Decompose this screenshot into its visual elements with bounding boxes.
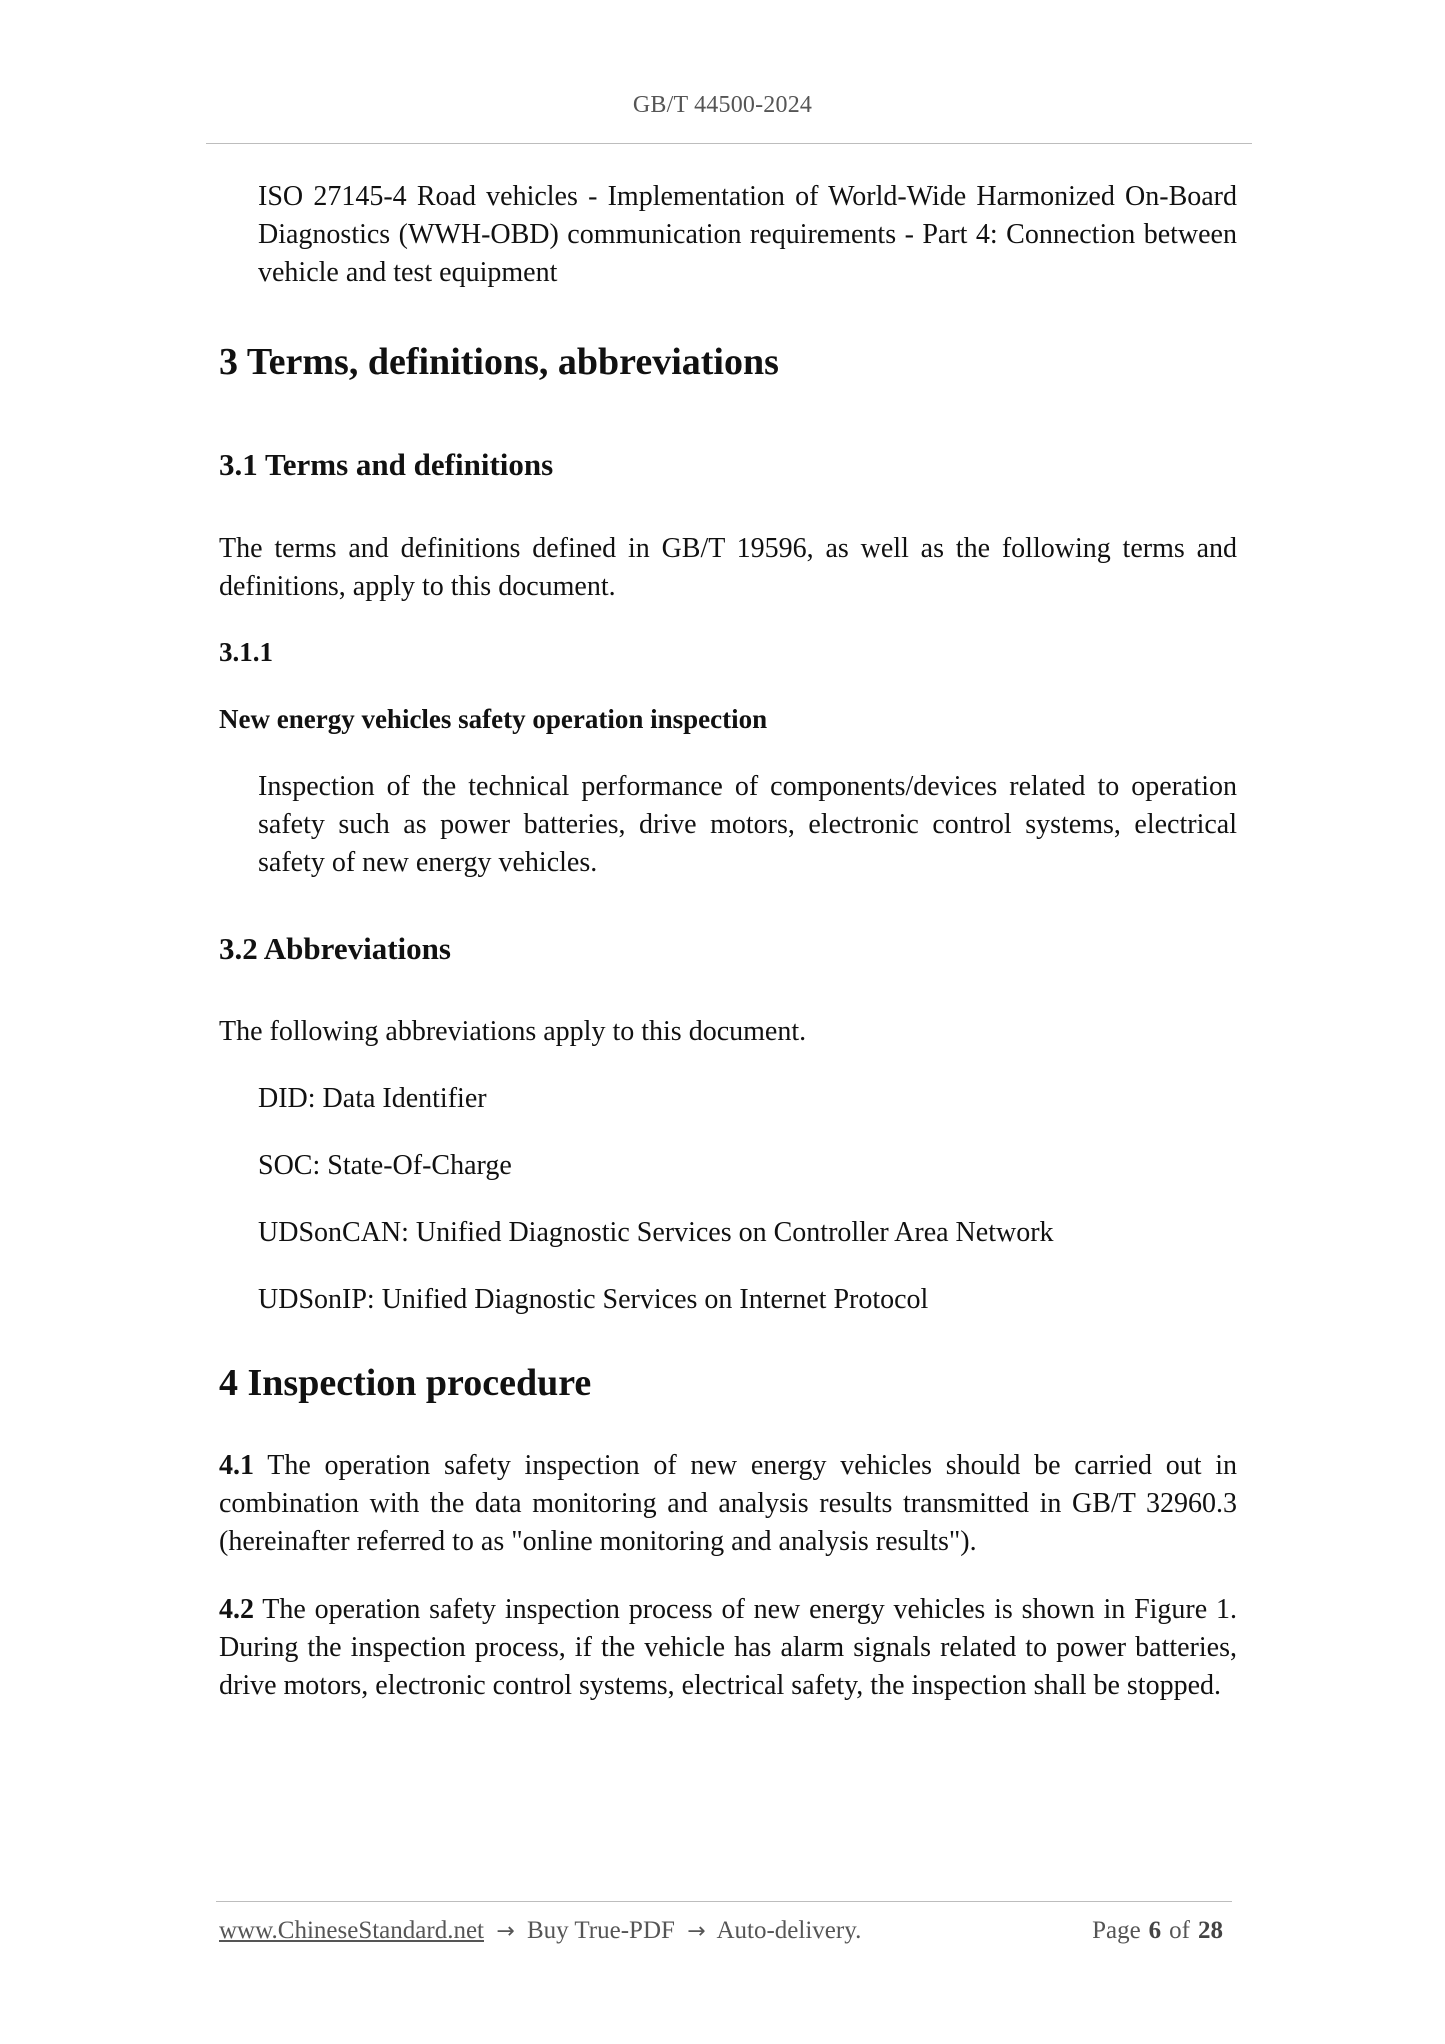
clause-3-1-1-definition: Inspection of the technical performance of components/devices related to operation safety such as power batteries, drive motors, electronic control systems, electrical safety of new energy vehicles. (258, 771, 1237, 878)
paragraph-4-1 (219, 1447, 1237, 1561)
paragraph-4-1-text: The operation safety inspection of new energy vehicles should be carried out in combination with the data monitoring and analysis results transmitted in GB/T 32960.3 (hereinafter referred to as "online monitoring and analysis results"). (219, 1450, 1237, 1557)
abbreviation-item: SOC: State-Of-Charge (258, 1150, 512, 1181)
arrow-right-icon: → (687, 1919, 706, 1944)
page-of-label: of (1169, 1917, 1190, 1944)
clause-3-1-1-number: 3.1.1 (219, 637, 273, 667)
arrow-right-icon: → (496, 1919, 515, 1944)
page-content (219, 178, 1237, 1705)
footer-divider (216, 1901, 1232, 1902)
section-3-2-intro: The following abbreviations apply to this document. (219, 1016, 807, 1047)
page-total: 28 (1198, 1917, 1223, 1944)
footer-links (219, 1917, 861, 1945)
abbreviation-item: UDSonIP: Unified Diagnostic Services on Internet Protocol (258, 1284, 929, 1315)
section-3-2-heading: 3.2 Abbreviations (219, 931, 451, 966)
section-3-heading: 3 Terms, definitions, abbreviations (219, 341, 779, 383)
site-link[interactable]: www.ChineseStandard.net (219, 1917, 484, 1944)
page-current: 6 (1148, 1917, 1162, 1944)
page-label: Page (1092, 1917, 1141, 1944)
buy-true-pdf-text: Buy True-PDF (526, 1917, 675, 1944)
page-footer (219, 1917, 1231, 1945)
abbreviation-item: DID: Data Identifier (258, 1083, 487, 1114)
paragraph-4-2 (219, 1591, 1237, 1705)
page-number (1092, 1917, 1231, 1945)
section-3-1-heading: 3.1 Terms and definitions (219, 447, 554, 482)
paragraph-4-1-number: 4.1 (219, 1450, 254, 1481)
header-divider (206, 143, 1252, 144)
paragraph-4-2-number: 4.2 (219, 1594, 254, 1625)
section-3-1-intro: The terms and definitions defined in GB/T 19596, as well as the following terms and definitions, apply to this document. (219, 533, 1237, 602)
auto-delivery-text: Auto-delivery. (716, 1917, 862, 1944)
page-header: GB/T 44500-2024 (632, 92, 813, 118)
clause-3-1-1-term: New energy vehicles safety operation inspection (219, 704, 768, 734)
paragraph-4-2-text: The operation safety inspection process of new energy vehicles is shown in Figure 1. During the inspection process, if the vehicle has alarm signals related to power batteries, drive motors, electronic control systems, electrical safety, the inspection shall be stopped. (219, 1594, 1237, 1701)
abbreviation-item: UDSonCAN: Unified Diagnostic Services on Controller Area Network (258, 1217, 1054, 1248)
section-4-heading: 4 Inspection procedure (219, 1362, 592, 1404)
iso-reference: ISO 27145-4 Road vehicles - Implementation of World-Wide Harmonized On-Board Diagnostics (WWH-OBD) communication requirements - Part 4: Connection between vehicle and test equipment (258, 181, 1237, 288)
